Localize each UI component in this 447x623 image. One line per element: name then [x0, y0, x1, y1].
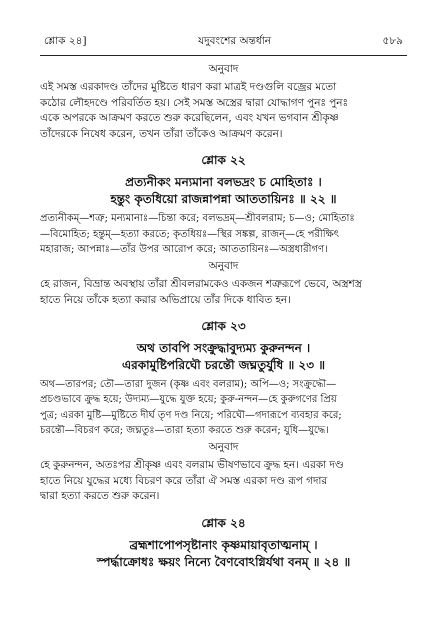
text-line: এরকামুষ্টিপরিঘৌ চরন্তৌ জঘ্নতুর্যুধি ॥ ২৩ ॥ [122, 358, 325, 373]
text-line: প্রচণ্ডভাবে ক্রুদ্ধ হয়ে; উদ্যম্য—যুদ্ধে যুক্ত হয়ে; কুরু-নন্দন—হে কুরুগণের প্রিয় [40, 394, 337, 406]
text-line: প্রত্যনীকং মন্যমানা বলভদ্রং চ মোহিতাঃ । [125, 175, 322, 190]
text-line: অথ—তারপর; তৌ—তারা দুজন (কৃষ্ণ এবং বলরাম); অপি—ও; সংক্রুদ্ধৌ— [40, 379, 337, 391]
header-chapter-title: যদুবংশের অন্তর্ধান [198, 35, 272, 47]
text-line: অথ তাবপি সংক্রুদ্ধাবুদ্যম্য কুরুনন্দন । [136, 341, 311, 356]
text-line: দ্বারা হত্যা করতে শুরু করেন। [40, 490, 160, 503]
translation-label: অনুবাদ [208, 259, 239, 272]
text-line: প্রত্যনীকম্—শত্রু; মন্যমানাঃ—চিন্তা করে; বলভদ্রম্—শ্রীবলরাম; চ—ও; মোহিতাঃ [40, 213, 355, 225]
text-line: এই সমস্ত এরকাদণ্ড তাঁদের মুষ্টিতে ধারণ করা মাত্রই দণ্ডগুলি বজ্রের মতো [40, 81, 337, 93]
running-header [40, 34, 407, 51]
text-line: স্পর্দ্ধাক্রোধঃ ক্ষয়ং নিন্যে বৈণবোঽগ্নির্যথা বনম্ ॥ ২৪ ॥ [96, 554, 351, 569]
page-number: ৫৮৯ [382, 35, 403, 47]
text-line: —বিমোহিত; হন্তুম্—হত্যা করতে; কৃতধিয়ঃ—স্থির সঙ্কল্প, রাজন্—হে পরীক্ষিৎ [40, 228, 340, 240]
translation-text [40, 80, 407, 142]
translation-label: অনুবাদ [208, 63, 239, 75]
sanskrit-verse [40, 174, 407, 208]
translation-text [40, 277, 407, 308]
translation-text [40, 458, 407, 505]
word-meanings [40, 377, 407, 438]
text-line: চরন্তৌ—বিচরণ করে; জঘ্নতুঃ—তারা হত্যা করতে শুরু করেন; যুধি—যুদ্ধে। [40, 424, 329, 436]
shloka-title: শ্লোক ২২ [201, 153, 246, 168]
translation-label: অনুবাদ [208, 440, 239, 453]
sanskrit-verse [40, 537, 407, 571]
header-rule [40, 55, 407, 56]
text-line: হাতে নিয়ে তাঁকে হত্যা করার অভিপ্রায়ে তাঁর দিকে ধাবিত হন। [40, 293, 291, 306]
text-line: একে অপরকে আক্রমণ করতে শুরু করেছিলেন, এবং যখন ভগবান শ্রীকৃষ্ণ [40, 112, 339, 125]
text-line: ব্রহ্মশাপোপসৃষ্টানাং কৃষ্ণমায়াবৃতাত্মনাম্ । [129, 537, 318, 552]
text-line: পুত্র; এরকা মুষ্টি—মুষ্টিতে দীর্ঘ তৃণ দণ্ড নিয়ে; পরিঘৌ—গদারূপে ব্যবহার করে; [40, 409, 342, 421]
shloka-title: শ্লোক ২৪ [201, 515, 246, 530]
page-content [40, 62, 407, 574]
text-line: হন্তুং কৃতধিয়ো রাজন্নাপন্না আততায়িনঃ ॥ ২২ ॥ [110, 192, 337, 207]
text-line: কঠোর লৌহদণ্ডে পরিবর্তিত হয়। সেই সমস্ত অস্ত্রের দ্বারা যোদ্ধাগণ পুনঃ পুনঃ [40, 96, 349, 109]
text-line: মহারাজ; আপন্নাঃ—তাঁর উপর আরোপ করে; আততায়িনঃ—অস্ত্রধারীগণ। [40, 243, 328, 255]
shloka-title: শ্লোক ২৩ [201, 319, 246, 334]
text-line: হে রাজন, বিভ্রান্ত অবস্থায় তাঁরা শ্রীবলরামকেও একজন শত্রুরূপে ভেবে, অস্ত্রশস্ত্র [40, 277, 362, 290]
word-meanings [40, 211, 407, 257]
sanskrit-verse [40, 340, 407, 374]
header-verse-ref: শ্লোক ২৪] [44, 35, 87, 47]
text-line: তাঁদেরকে নিষেধ করেন, তখন তাঁরা তাঁকেও আক্রমণ করেন। [40, 127, 283, 140]
text-line: হে কুরুনন্দন, অতঃপর শ্রীকৃষ্ণ এবং বলরাম ভীষণভাবে ক্রুদ্ধ হন। এরকা দণ্ড [40, 458, 344, 471]
text-line: হাতে নিয়ে যুদ্ধের মধ্যে বিচরণ করে তাঁরা ঐ সমস্ত এরকা দণ্ড রূপ গদার [40, 474, 328, 487]
